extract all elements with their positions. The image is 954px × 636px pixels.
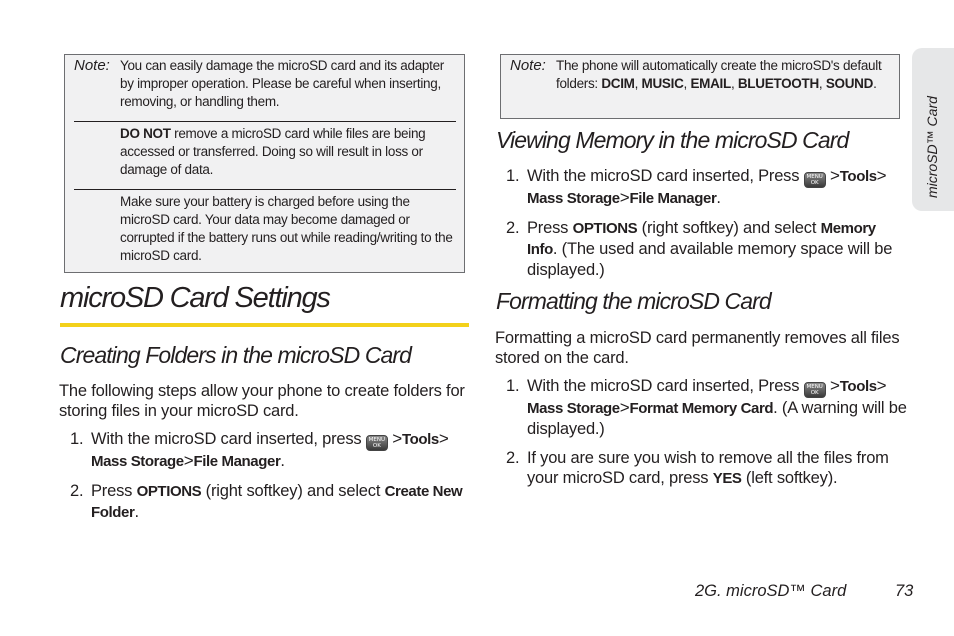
- note-divider: [74, 121, 456, 122]
- note-label: Note:: [510, 57, 546, 74]
- menu-ok-key-icon: [804, 172, 826, 188]
- footer-page-number: 73: [895, 582, 914, 600]
- title-underline: [60, 323, 469, 327]
- note-box-right: [500, 54, 900, 119]
- step-end: .: [134, 502, 139, 521]
- step-number: 2.: [506, 448, 520, 467]
- step-text: (right softkey) and select: [201, 481, 385, 500]
- step-end: .: [280, 451, 285, 470]
- step-item: [495, 218, 907, 280]
- step-item: [59, 481, 471, 523]
- sep: ,: [634, 76, 642, 91]
- folder-sound: SOUND: [825, 76, 874, 91]
- path-separator: >: [830, 376, 840, 395]
- key-file-manager: File Manager: [629, 189, 717, 207]
- step-text: Press: [91, 481, 137, 500]
- note-text: [556, 57, 892, 93]
- step-number: 2.: [70, 481, 84, 500]
- creating-steps: [59, 429, 471, 532]
- side-tab: microSD™ Card: [912, 48, 954, 211]
- note-box-left: [64, 54, 465, 273]
- key-mass-storage: Mass Storage: [527, 189, 620, 207]
- step-text: With the microSD card inserted, press: [91, 430, 366, 448]
- path-separator: >: [438, 429, 449, 448]
- note-label: Note:: [74, 57, 110, 74]
- key-options: OPTIONS: [572, 219, 638, 237]
- key-create-new-folder: Create New Folder: [91, 482, 463, 521]
- key-memory-info: Memory Info: [527, 219, 876, 258]
- folder-music: MUSIC: [641, 76, 684, 91]
- key-tools: Tools: [839, 168, 877, 185]
- step-end: .: [716, 188, 721, 207]
- step-number: 1.: [506, 167, 520, 185]
- note-text-main: The phone will automatically create the microSD's default folders:: [556, 58, 882, 91]
- key-format-memory-card: Format Memory Card: [629, 399, 774, 417]
- creating-intro: The following steps allow your phone to create folders for storing files in your microSD card.: [59, 382, 465, 420]
- step-text: With the microSD card inserted, Press: [527, 377, 804, 395]
- icon-line: OK: [810, 180, 819, 186]
- menu-ok-key-icon: [804, 382, 826, 398]
- note-text-2: [120, 125, 458, 179]
- note-do-not: DO NOT: [120, 126, 171, 141]
- icon-line: MENU: [806, 173, 823, 180]
- key-yes: YES: [712, 469, 742, 487]
- step-item: [59, 429, 471, 472]
- note-text-1: You can easily damage the microSD card and its adapter by improper operation. Please be careful when inserting, removing, or handling them.: [120, 58, 444, 109]
- step-end: . (The used and available memory space will be displayed.): [527, 239, 893, 279]
- note-text-3: Make sure your battery is charged before using the microSD card. Your data may become damaged or corrupted if the battery runs out while reading/writing to the microSD card.: [120, 194, 453, 263]
- note-divider: [74, 189, 456, 190]
- icon-line: MENU: [806, 383, 823, 390]
- note-text-2-rest: remove a microSD card while files are being accessed or transferred. Doing so will result in loss or damage of data.: [120, 126, 426, 177]
- folder-bluetooth: BLUETOOTH: [737, 76, 819, 91]
- path-separator: >: [619, 397, 630, 417]
- menu-ok-key-icon: [366, 435, 388, 451]
- folder-dcim: DCIM: [601, 76, 635, 91]
- path-separator: >: [876, 166, 887, 185]
- step-number: 1.: [70, 430, 84, 448]
- key-tools: Tools: [401, 431, 439, 448]
- key-mass-storage: Mass Storage: [527, 399, 620, 417]
- note-end: .: [873, 76, 877, 91]
- step-text: With the microSD card inserted, Press: [527, 167, 804, 185]
- folder-email: EMAIL: [690, 76, 731, 91]
- step-number: 2.: [506, 218, 520, 237]
- icon-line: OK: [810, 390, 819, 396]
- key-tools: Tools: [839, 378, 877, 395]
- key-mass-storage: Mass Storage: [91, 452, 184, 470]
- viewing-steps: [495, 166, 907, 289]
- step-end: . (A warning will be displayed.): [527, 398, 907, 438]
- step-item: [495, 376, 907, 439]
- step-text: If you are sure you wish to remove all the files from your microSD card, press: [527, 448, 889, 487]
- icon-line: MENU: [368, 436, 386, 443]
- step-item: [495, 448, 907, 489]
- heading-formatting: Formatting the microSD Card: [496, 288, 771, 314]
- heading-viewing-memory: Viewing Memory in the microSD Card: [496, 127, 849, 153]
- heading-creating-folders: Creating Folders in the microSD Card: [60, 342, 412, 368]
- sep: ,: [818, 76, 826, 91]
- path-separator: >: [619, 187, 630, 207]
- path-separator: >: [183, 450, 194, 470]
- sep: ,: [730, 76, 738, 91]
- footer-chapter: 2G. microSD™ Card: [695, 582, 847, 600]
- sep: ,: [683, 76, 691, 91]
- step-item: [495, 166, 907, 209]
- step-text: (right softkey) and select: [637, 218, 821, 237]
- key-options: OPTIONS: [136, 482, 202, 500]
- path-separator: >: [876, 376, 887, 395]
- icon-line: OK: [372, 443, 381, 449]
- formatting-steps: [495, 376, 907, 498]
- path-separator: >: [392, 429, 402, 448]
- formatting-intro: Formatting a microSD card permanently removes all files stored on the card.: [495, 329, 900, 367]
- step-number: 1.: [506, 377, 520, 395]
- step-text: Press: [527, 218, 573, 237]
- key-file-manager: File Manager: [193, 452, 281, 470]
- step-end: (left softkey).: [741, 468, 838, 487]
- path-separator: >: [830, 166, 840, 185]
- section-title: microSD Card Settings: [60, 282, 330, 314]
